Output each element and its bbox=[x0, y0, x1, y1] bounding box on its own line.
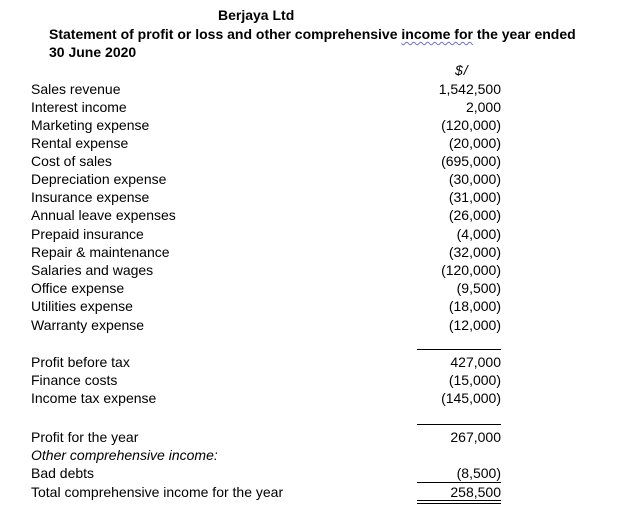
line-item-row bbox=[31, 316, 501, 334]
line-item-row bbox=[31, 98, 501, 116]
total-amount: 258,500 bbox=[450, 484, 501, 500]
line-item-label: Marketing expense bbox=[31, 117, 150, 133]
statement-title bbox=[49, 25, 619, 61]
line-item-label: Utilities expense bbox=[31, 298, 133, 314]
line-item-amount: (26,000) bbox=[448, 207, 501, 223]
line-item-amount: (120,000) bbox=[441, 262, 501, 278]
line-item-amount: (9,500) bbox=[456, 280, 501, 296]
income-tax-row bbox=[31, 389, 501, 407]
title-text-start: Statement of profit or loss and other comprehensive bbox=[49, 26, 402, 42]
line-item-label: Salaries and wages bbox=[31, 262, 154, 278]
company-name: Berjaya Ltd bbox=[218, 7, 295, 23]
profit-row bbox=[31, 353, 501, 371]
line-item-label: Office expense bbox=[31, 280, 125, 296]
subtotal-rule bbox=[417, 349, 501, 350]
line-item-label: Repair & maintenance bbox=[31, 244, 170, 260]
line-item-amount: (20,000) bbox=[448, 135, 501, 151]
title-text-spellcheck: income for bbox=[401, 26, 473, 42]
line-item-label: Cost of sales bbox=[31, 153, 112, 169]
total-row bbox=[31, 483, 501, 501]
line-item-row bbox=[31, 297, 501, 315]
line-item-row bbox=[31, 225, 501, 243]
line-item-label: Insurance expense bbox=[31, 189, 150, 205]
line-item-label: Sales revenue bbox=[31, 81, 121, 97]
line-item-label: Rental expense bbox=[31, 135, 129, 151]
profit-rule bbox=[417, 424, 501, 425]
line-item-row bbox=[31, 243, 501, 261]
line-item-label: Annual leave expenses bbox=[31, 207, 176, 223]
line-item-amount: (18,000) bbox=[448, 298, 501, 314]
currency-heading: $/ bbox=[455, 62, 469, 78]
finance-costs-row bbox=[31, 371, 501, 389]
line-item-row bbox=[31, 279, 501, 297]
line-item-row bbox=[31, 152, 501, 170]
line-item-row bbox=[31, 116, 501, 134]
oci-heading: Other comprehensive income: bbox=[31, 447, 218, 463]
title-text-end: the year ended bbox=[472, 26, 576, 42]
line-item-label: Warranty expense bbox=[31, 317, 145, 333]
title-date: 30 June 2020 bbox=[49, 44, 137, 60]
line-item-amount: 2,000 bbox=[465, 99, 501, 115]
profit-for-year-row bbox=[31, 428, 501, 446]
line-item-row bbox=[31, 206, 501, 224]
profit-amount: 427,000 bbox=[450, 354, 501, 370]
line-item-label: Depreciation expense bbox=[31, 171, 167, 187]
total-label: Total comprehensive income for the year bbox=[31, 484, 284, 500]
line-item-amount: (32,000) bbox=[448, 244, 501, 260]
line-item-amount: 1,542,500 bbox=[438, 81, 501, 97]
finance-costs-amount: (15,000) bbox=[448, 372, 501, 388]
line-item-amount: (695,000) bbox=[441, 153, 501, 169]
line-item-label: Prepaid insurance bbox=[31, 226, 144, 242]
line-item-label: Interest income bbox=[31, 99, 127, 115]
bad-debts-amount: (8,500) bbox=[456, 465, 501, 481]
line-item-amount: (12,000) bbox=[448, 317, 501, 333]
oci-heading-row bbox=[31, 446, 501, 464]
line-item-row bbox=[31, 188, 501, 206]
profit-for-year-label: Profit for the year bbox=[31, 429, 139, 445]
profit-for-year-amount: 267,000 bbox=[450, 429, 501, 445]
income-tax-amount: (145,000) bbox=[441, 390, 501, 406]
line-item-row bbox=[31, 261, 501, 279]
line-item-amount: (30,000) bbox=[448, 171, 501, 187]
bad-debts-row bbox=[31, 464, 501, 482]
bad-debts-label: Bad debts bbox=[31, 465, 95, 481]
line-item-amount: (31,000) bbox=[448, 189, 501, 205]
profit-label: Profit before tax bbox=[31, 354, 130, 370]
line-item-amount: (120,000) bbox=[441, 117, 501, 133]
income-tax-label: Income tax expense bbox=[31, 390, 157, 406]
line-item-row bbox=[31, 170, 501, 188]
line-item-row bbox=[31, 80, 501, 98]
line-item-row bbox=[31, 134, 501, 152]
line-item-amount: (4,000) bbox=[456, 226, 501, 242]
total-double-rule bbox=[417, 500, 501, 504]
finance-costs-label: Finance costs bbox=[31, 372, 118, 388]
